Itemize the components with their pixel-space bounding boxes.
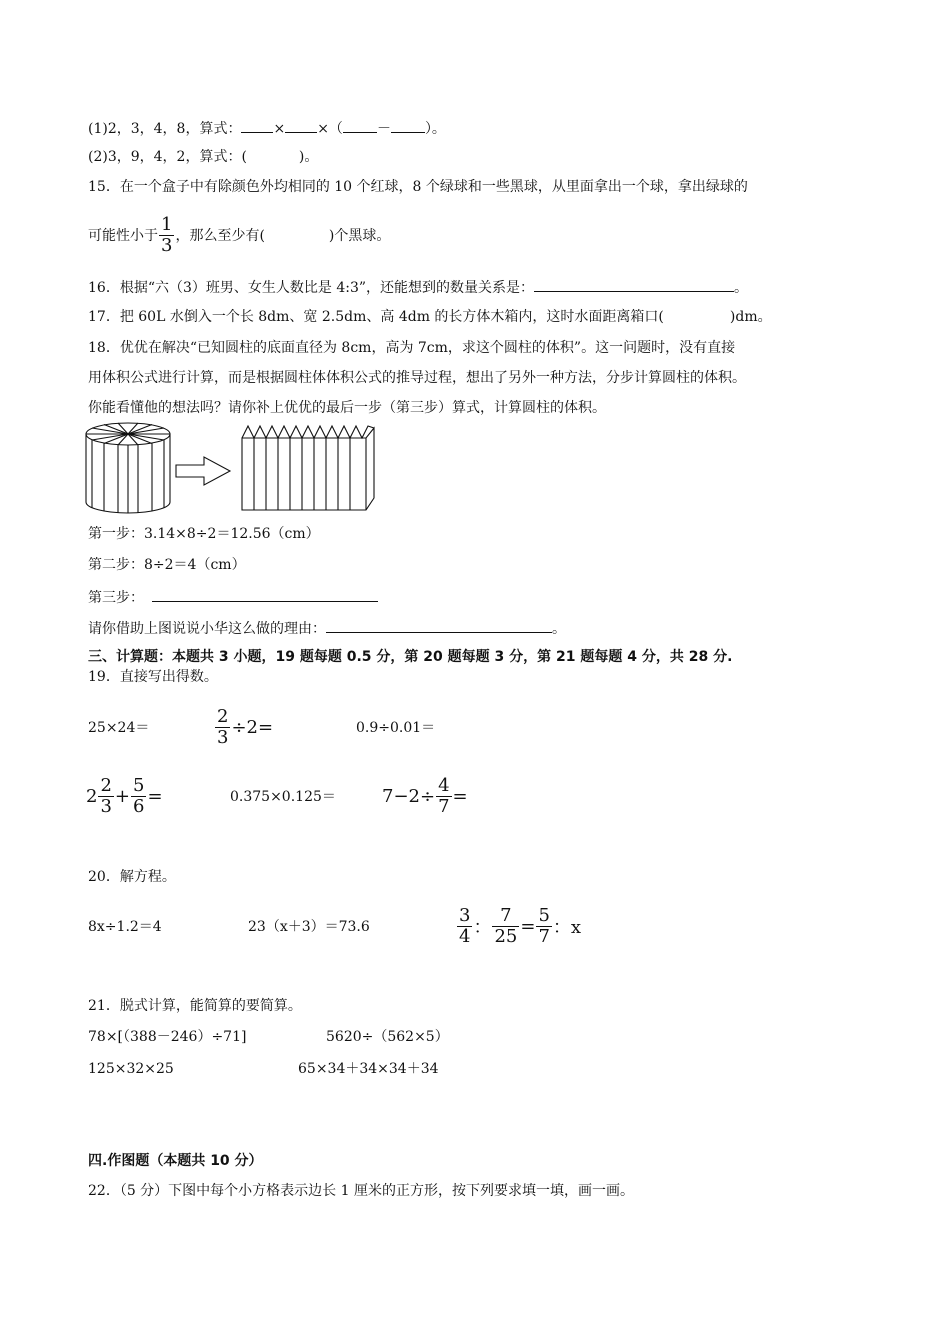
fraction: $\frac{5}{6}$ <box>133 774 145 817</box>
q19-expr3: 0.9÷0.01＝ <box>356 720 436 736</box>
q18-step3: 第三步： <box>88 587 378 607</box>
cylinder-to-cuboid-figure <box>84 420 384 514</box>
q15-line2: 可能性小于 $\frac{1}{3}$ ，那么至少有( )个黑球。 <box>88 213 391 256</box>
fraction: $\frac{2}{3}$ <box>217 705 229 748</box>
q20-eq2: 23（x＋3）＝73.6 <box>248 919 370 935</box>
fraction: $\frac{5}{7}$ <box>538 904 550 947</box>
q19-title: 19．直接写出得数。 <box>88 669 218 685</box>
answer-blank[interactable] <box>285 118 317 133</box>
q17: 17．把 60L 水倒入一个长 8dm、宽 2.5dm、高 4dm 的长方体木箱内，这时水面距离箱口( )dm。 <box>88 309 772 325</box>
answer-blank[interactable] <box>152 587 378 602</box>
q18-reason: 请你借助上图说说小华这么做的理由： 。 <box>88 618 566 638</box>
q20-title: 20．解方程。 <box>88 869 176 885</box>
q15-line1: 15．在一个盒子中有除颜色外均相同的 10 个红球，8 个绿球和一些黑球，从里面拿出一个球，拿出绿球的 <box>88 179 748 195</box>
q18-line2: 用体积公式进行计算，而是根据圆柱体体积公式的推导过程，想出了另外一种方法，分步计算圆柱的体积。 <box>88 370 746 386</box>
answer-blank[interactable] <box>343 118 377 133</box>
q18-step2: 第二步：8÷2＝4（cm） <box>88 557 246 573</box>
answer-blank[interactable] <box>534 277 734 292</box>
q18-line1: 18．优优在解决“已知圆柱的底面直径为 8cm，高为 7cm，求这个圆柱的体积”。这一问题时，没有直接 <box>88 340 736 356</box>
answer-blank[interactable] <box>391 118 425 133</box>
q20-eq3: $\frac{3}{4}$ ： $\frac{7}{25}$ = $\frac{5}{7}$ ：x <box>459 904 582 947</box>
q21-title: 21．脱式计算，能简算的要简算。 <box>88 998 302 1014</box>
q19-expr2: $\frac{2}{3}$ ÷2= <box>217 705 274 748</box>
fraction: $\frac{4}{7}$ <box>438 774 450 817</box>
q20-eq1: 8x÷1.2＝4 <box>88 919 162 935</box>
answer-blank[interactable] <box>326 618 552 633</box>
q22-text: 22．（5 分）下图中每个小方格表示边长 1 厘米的正方形，按下列要求填一填，画一画。 <box>88 1183 634 1199</box>
q19-expr6: 7−2÷ $\frac{4}{7}$ = <box>382 774 468 817</box>
q18-line3: 你能看懂他的想法吗？请你补上优优的最后一步（第三步）算式，计算圆柱的体积。 <box>88 400 606 416</box>
fraction: $\frac{1}{3}$ <box>161 213 173 256</box>
q19-expr5: 0.375×0.125＝ <box>230 789 336 805</box>
section-title: 三、计算题：本题共 3 小题，19 题每题 0.5 分，第 20 题每题 3 分，第 21 题每题 4 分，共 28 分. <box>88 649 733 665</box>
q21-expr2: 5620÷（562×5） <box>326 1029 449 1045</box>
q14-part2: (2)3，9，4，2，算式：( )。 <box>88 149 319 165</box>
arrow-icon <box>176 457 230 485</box>
q16: 16．根据“六（3）班男、女生人数比是 4:3”，还能想到的数量关系是： 。 <box>88 277 748 297</box>
answer-blank[interactable] <box>241 118 273 133</box>
q21-expr4: 65×34＋34×34＋34 <box>298 1061 439 1077</box>
q21-expr3: 125×32×25 <box>88 1061 174 1077</box>
fraction: $\frac{7}{25}$ <box>494 904 518 947</box>
fraction: $\frac{3}{4}$ <box>459 904 471 947</box>
q14-part1: (1)2，3，4，8，算式： × ×（ － ）。 <box>88 118 446 138</box>
q19-expr4: 2 $\frac{2}{3}$ + $\frac{5}{6}$ = <box>86 774 163 817</box>
fraction: $\frac{2}{3}$ <box>100 774 112 817</box>
q21-expr1: 78×[（388－246）÷71] <box>88 1029 247 1045</box>
section-title: 四.作图题（本题共 10 分） <box>88 1153 263 1169</box>
q18-step1: 第一步：3.14×8÷2＝12.56（cm） <box>88 526 320 542</box>
q19-expr1: 25×24＝ <box>88 720 150 736</box>
